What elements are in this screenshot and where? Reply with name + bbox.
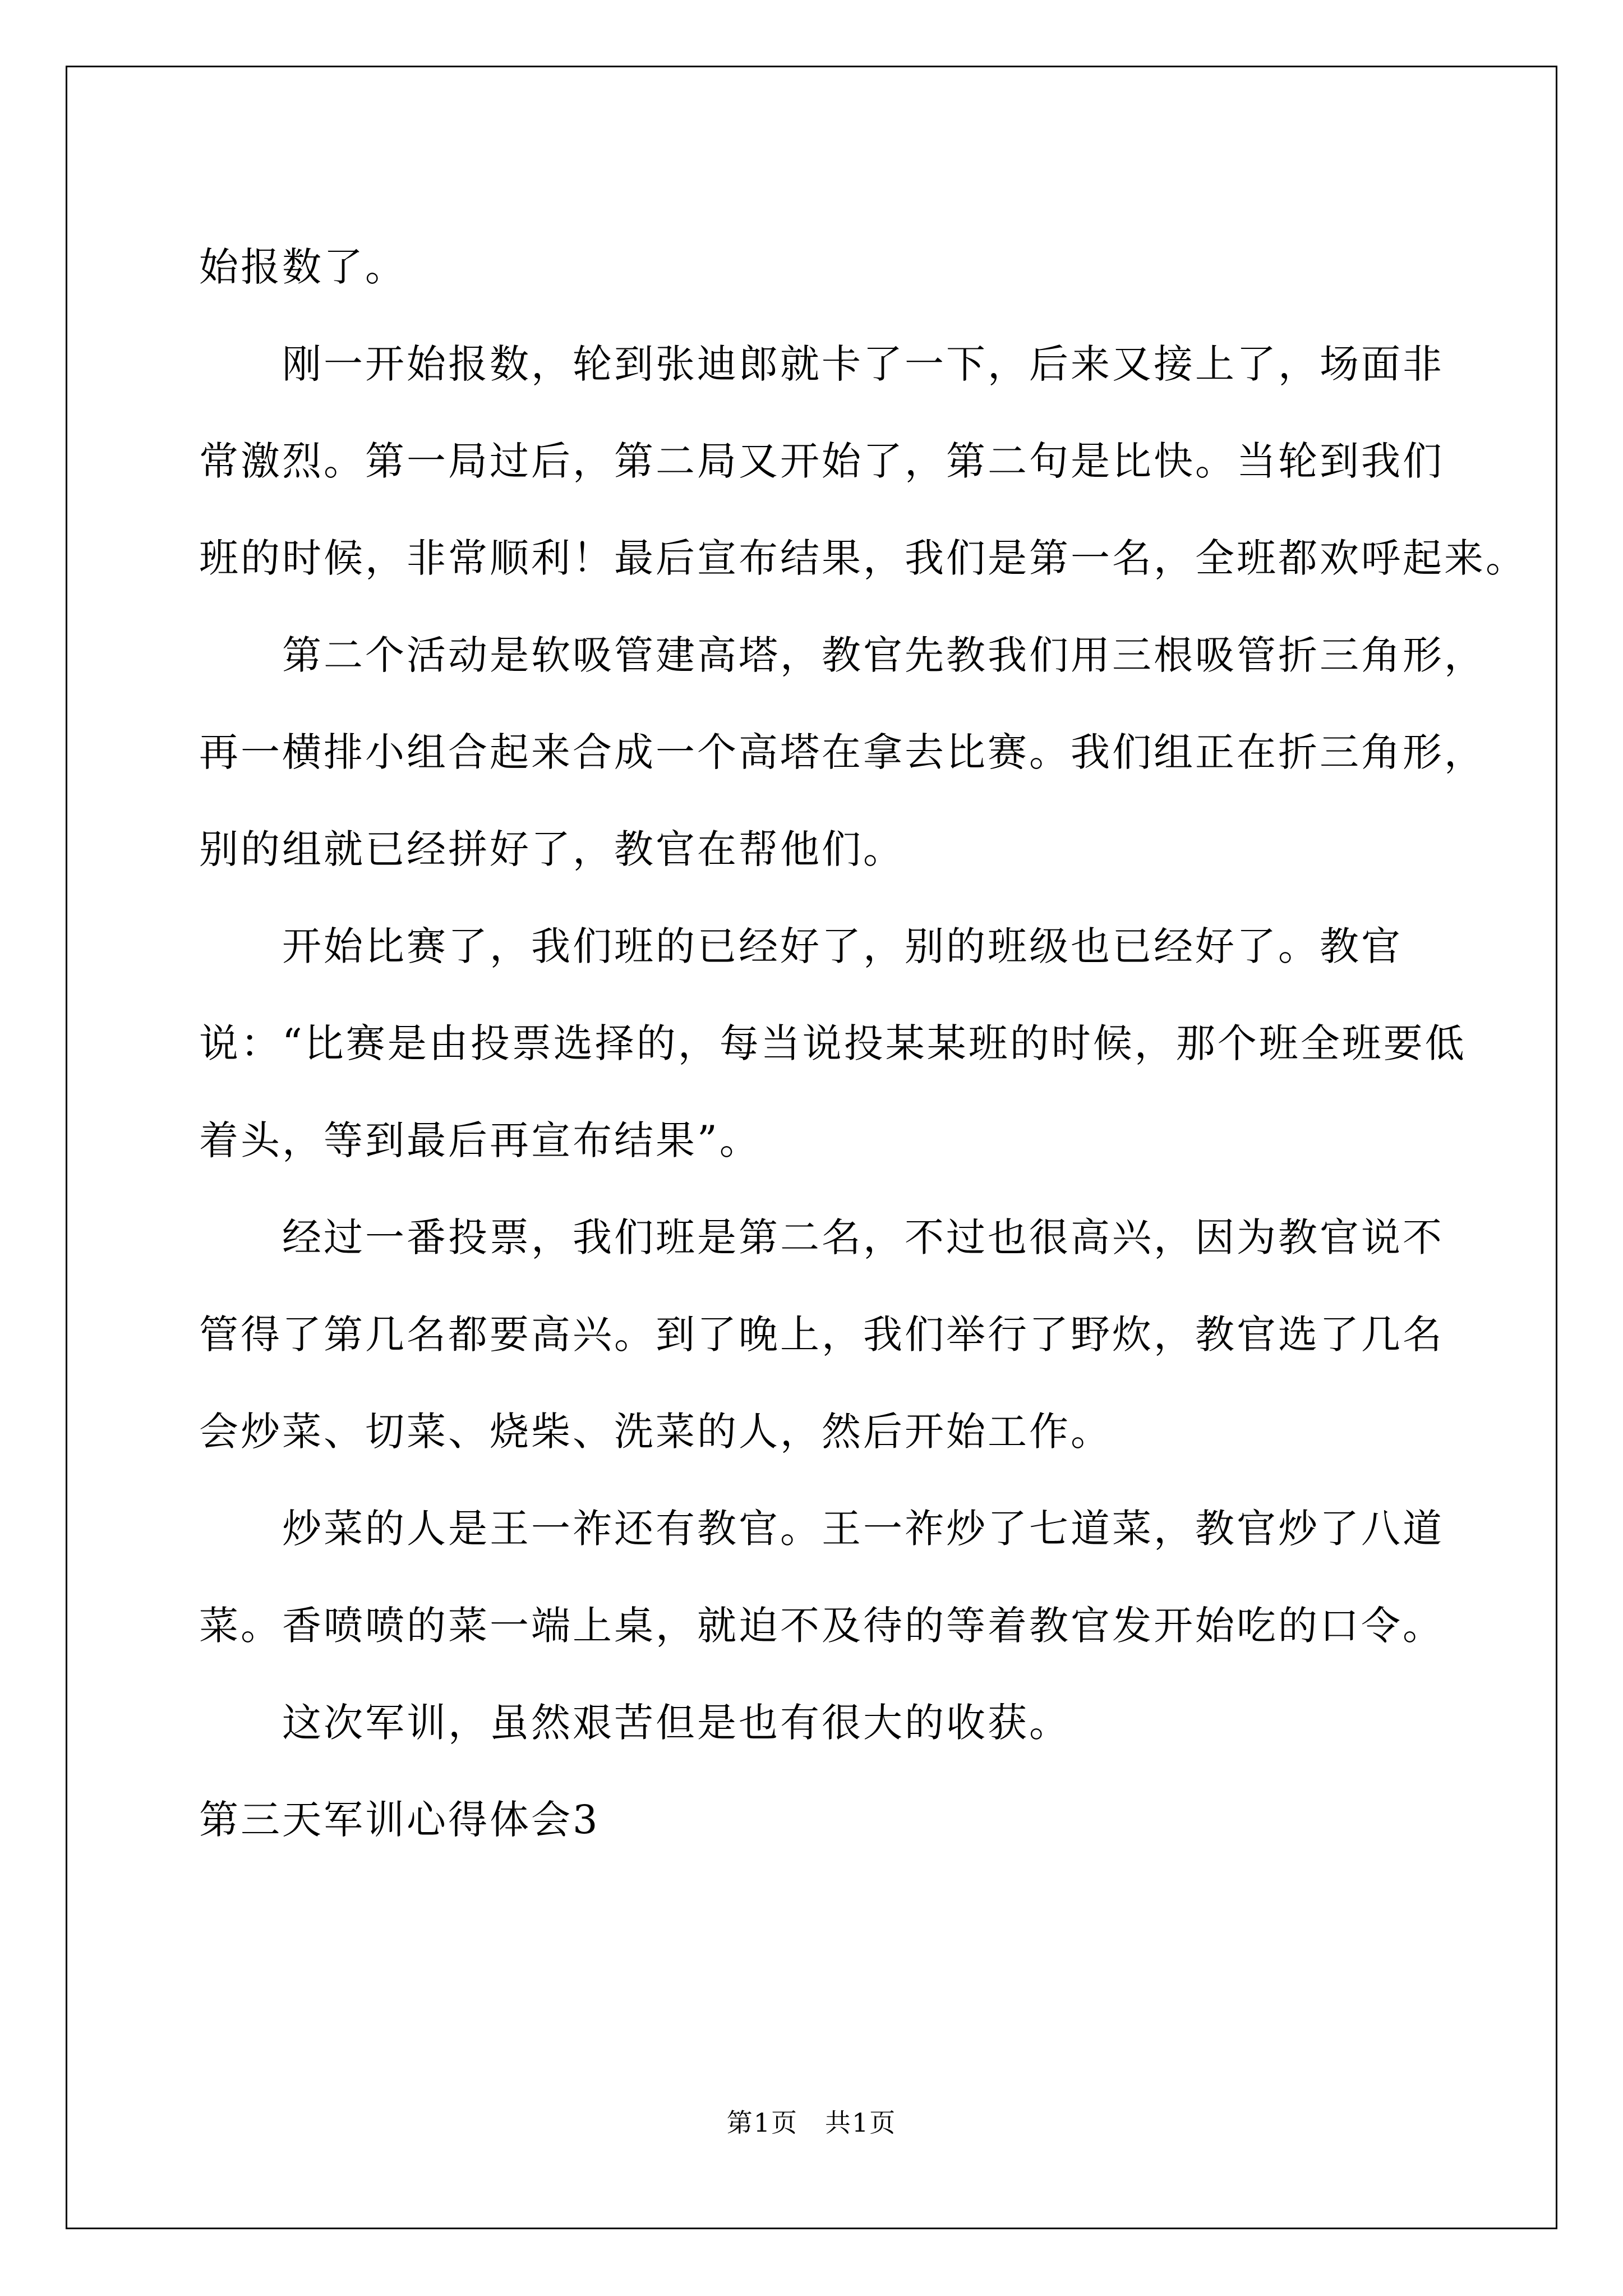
text-line: 别的组就已经拼好了，教官在帮他们。 [199, 826, 905, 872]
section-heading [199, 1772, 1427, 1869]
paragraph-2 [199, 316, 1527, 607]
paragraph-6 [199, 1480, 1444, 1674]
paragraph-7 [199, 1674, 1427, 1772]
text-line: 会炒菜、切菜、烧柴、洗菜的人，然后开始工作。 [199, 1409, 1112, 1455]
document-body [199, 219, 1527, 1869]
paragraph-3 [199, 607, 1486, 898]
text-line: 经过一番投票，我们班是第二名，不过也很高兴，因为教官说不 [282, 1214, 1444, 1260]
text-line: 炒菜的人是王一祚还有教官。王一祚炒了七道菜，教官炒了八道 [282, 1506, 1444, 1552]
paragraph-4 [199, 898, 1467, 1189]
page-footer: 第1页 共1页 [726, 2108, 897, 2138]
paragraph-1 [199, 219, 1427, 316]
text-line: 着头，等到最后再宣布结果”。 [199, 1117, 761, 1163]
text-line: 再一横排小组合起来合成一个高塔在拿去比赛。我们组正在折三角形， [199, 729, 1486, 775]
text-line: 管得了第几名都要高兴。到了晚上，我们举行了野炊，教官选了几名 [199, 1312, 1444, 1358]
text-line: 菜。香喷喷的菜一端上桌，就迫不及待的等着教官发开始吃的口令。 [199, 1603, 1444, 1649]
text-line: 第三天军训心得体会3 [199, 1797, 600, 1843]
text-line: 始报数了。 [199, 244, 407, 290]
paragraph-5 [199, 1189, 1444, 1480]
text-line: 开始比赛了，我们班的已经好了，别的班级也已经好了。教官 [282, 923, 1403, 969]
text-line: 第二个活动是软吸管建高塔，教官先教我们用三根吸管折三角形， [282, 632, 1486, 678]
text-line: 班的时候，非常顺利！最后宣布结果，我们是第一名，全班都欢呼起来。 [199, 535, 1527, 581]
text-line: 这次军训，虽然艰苦但是也有很大的收获。 [282, 1700, 1071, 1746]
text-line: 常激烈。第一局过后，第二局又开始了，第二句是比快。当轮到我们 [199, 438, 1444, 484]
text-line: 刚一开始报数，轮到张迪郎就卡了一下，后来又接上了，场面非 [282, 341, 1444, 387]
text-line: 说：“比赛是由投票选择的，每当说投某某班的时候，那个班全班要低 [199, 1020, 1467, 1066]
